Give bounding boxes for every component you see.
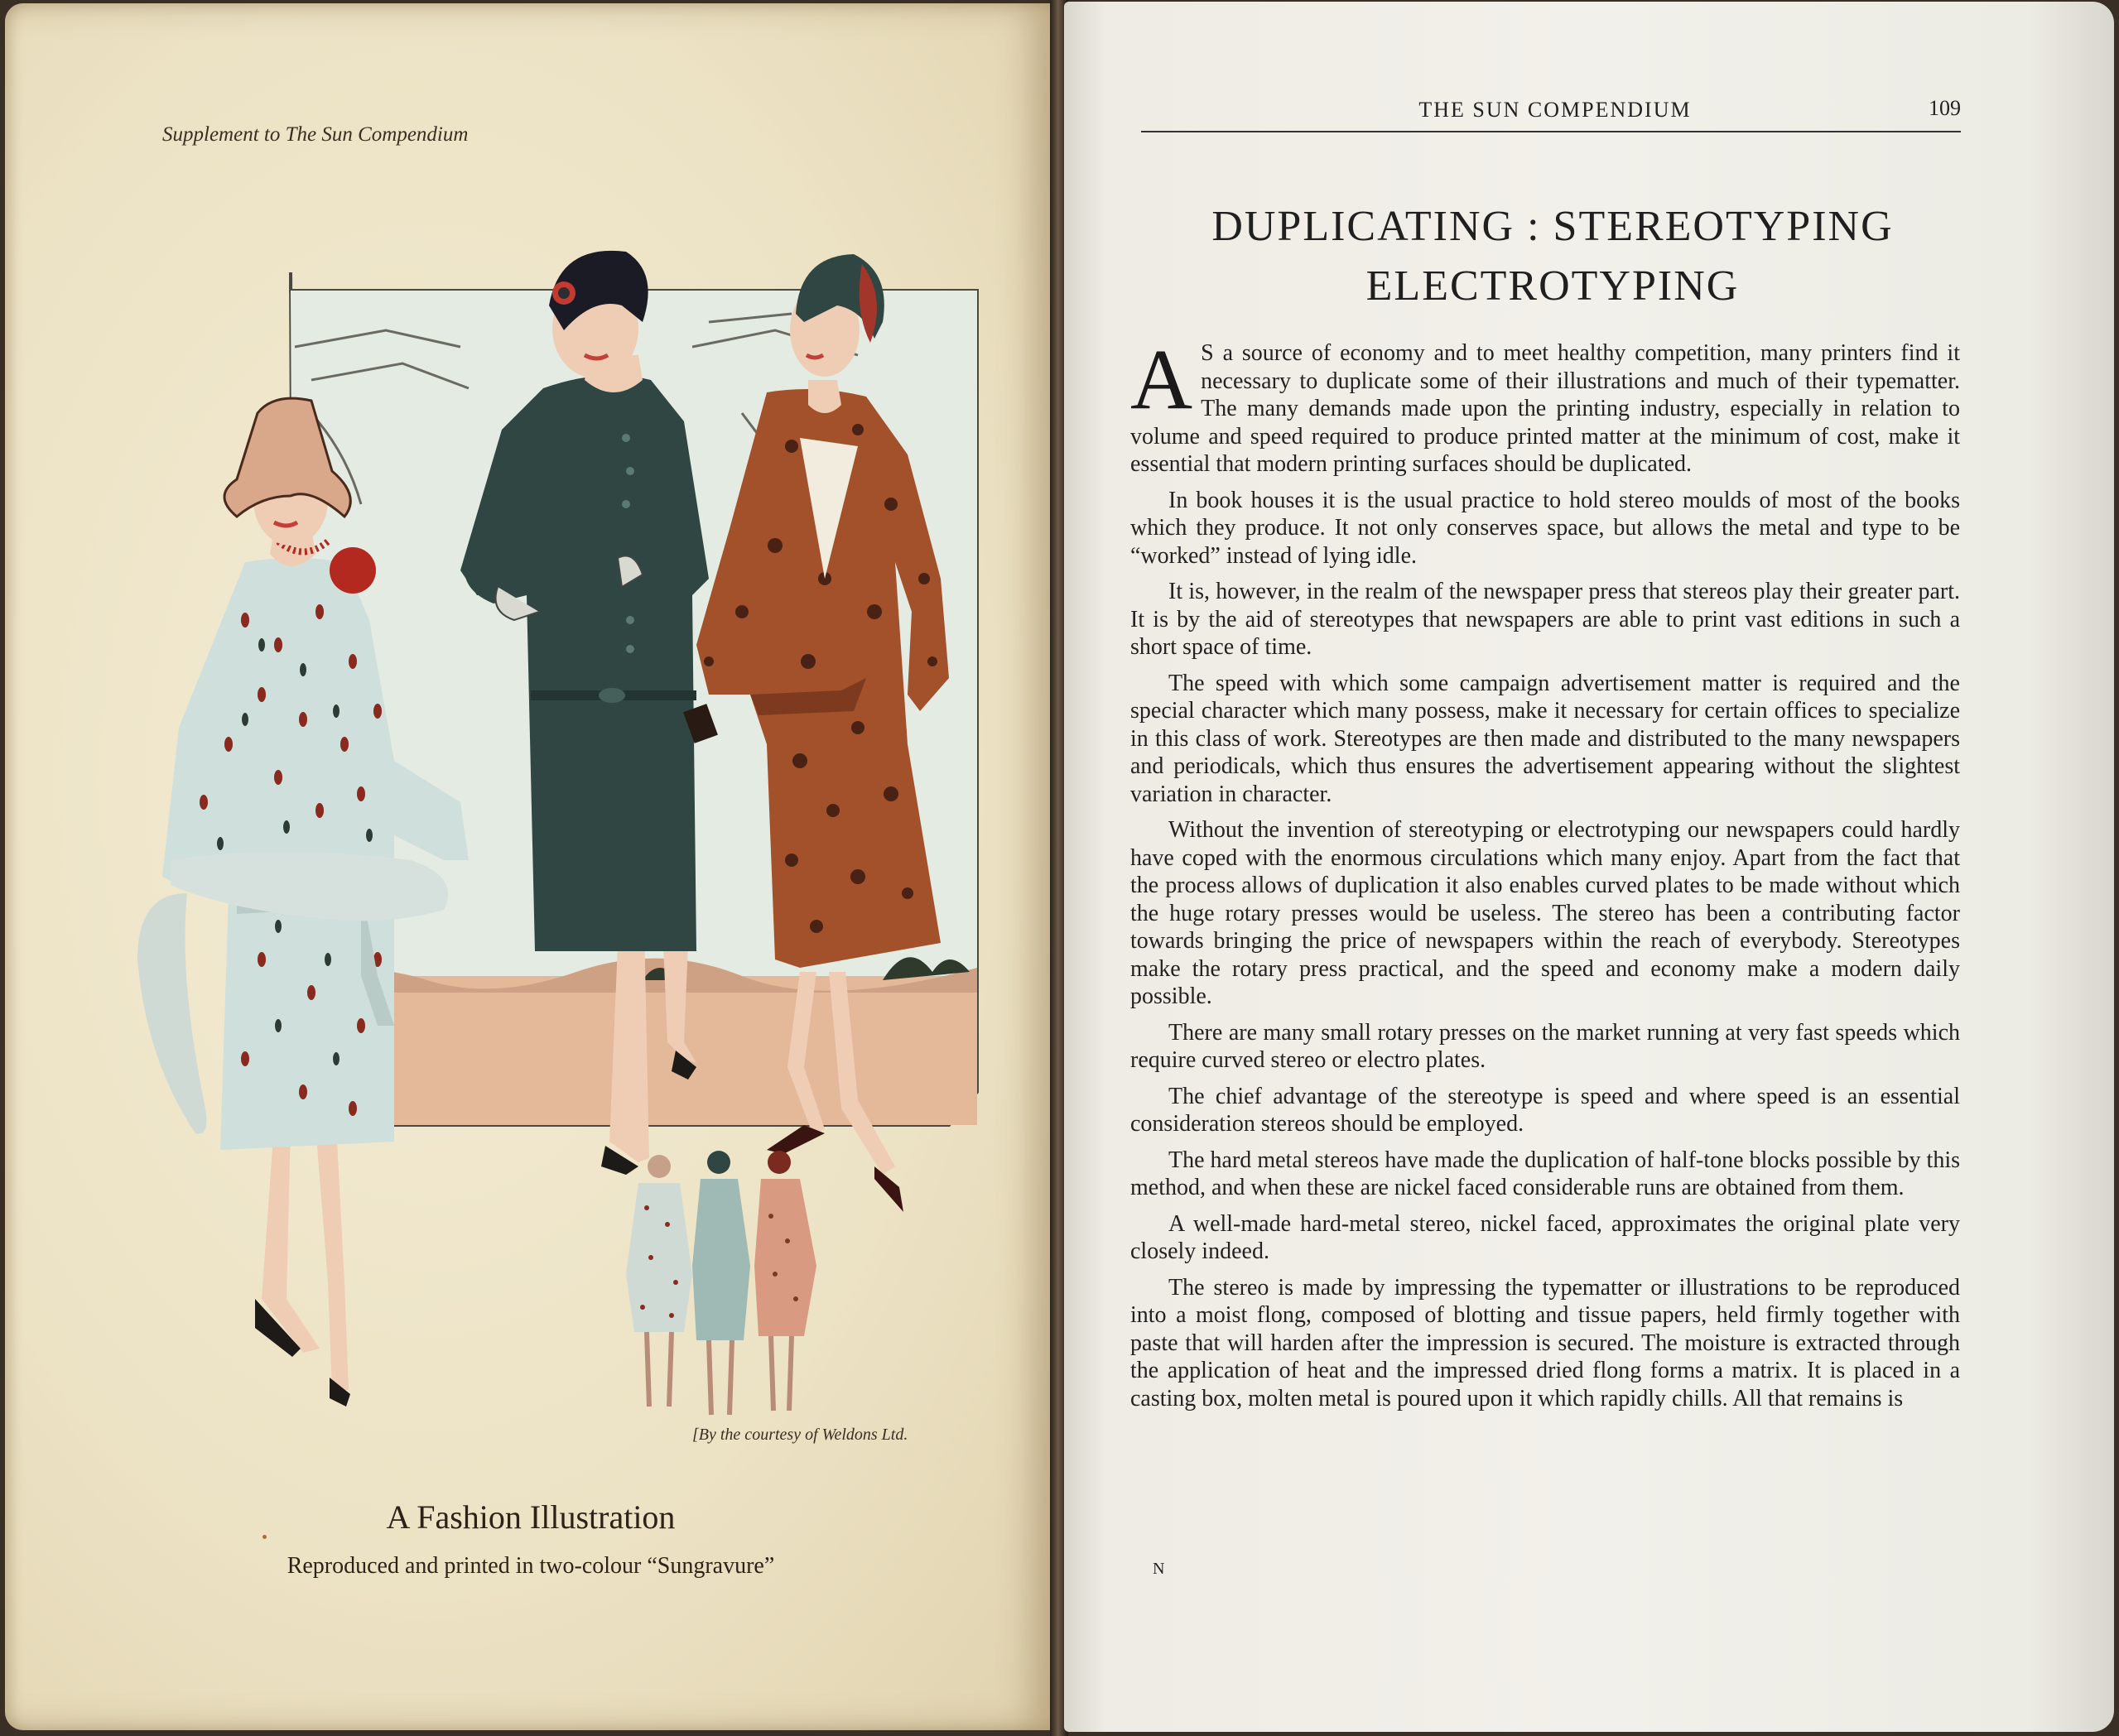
paragraph-4: The speed with which some campaign advertisement matter is required and the special character which many possess, make it necessary for certain offices to specialize in this class of work. Stereotypes are then made and distributed to the many newspapers and periodicals, which thus ensures the advertisement appearing without the slightest variation in character. bbox=[1130, 670, 1960, 807]
paragraph-2: In book houses it is the usual practice to hold stereo moulds of most of the books which they produce. It not only conserves space, but allows the metal and type to be “worked” instead of lying idle. bbox=[1130, 487, 1960, 569]
paragraph-1-text: S a source of economy and to meet healthy competition, many printers find it necessary to duplicate some of their illustrations and much of their typematter. The many demands made upon the printing industry, especially in relation to volume and speed required to produce printed matter at the minimum of cost, make it essential that modern printing surfaces should be duplicated. bbox=[1130, 340, 1960, 477]
paragraph-1 bbox=[1130, 332, 1960, 478]
chapter-title bbox=[1118, 197, 1987, 316]
article-body bbox=[1130, 332, 1960, 1421]
plate-title: A Fashion Illustration bbox=[386, 1498, 676, 1536]
left-page bbox=[5, 3, 1057, 1730]
paragraph-8: The hard metal stereos have made the duplication of half-tone blocks possible by this method, and when these are nickel faced considerable runs are obtained from them. bbox=[1130, 1147, 1960, 1200]
paragraph-5: Without the invention of stereotyping or electrotyping our newspapers could hardly have coped with the enormous circulations which many enjoy. Apart from the fact that the process allows of duplication it also enables curved plates to be made without which the huge rotary presses would be useless. The stereo has been a contributing factor towards bringing the price of newspapers within the reach of everybody. Stereotypes make the rotary press practical, and the speed and economy make a modern daily possible. bbox=[1130, 817, 1960, 1009]
running-header bbox=[1141, 94, 1961, 132]
plate-credit: [By the courtesy of Weldons Ltd. bbox=[692, 1426, 908, 1444]
running-title: THE SUN COMPENDIUM bbox=[1418, 98, 1692, 122]
supplement-header: Supplement to The Sun Compendium bbox=[162, 123, 469, 146]
paragraph-10: The stereo is made by impressing the typematter or illustrations to be reproduced into a moist flong, composed of blotting and tissue papers, held firmly together with paste that will harden after the impression is secured. The moisture is extracted through the application of heat and the impressed dried flong forms a matrix. It is placed in a casting box, molten metal is poured upon it which rapidly chills. All that remains is bbox=[1130, 1274, 1960, 1411]
page-number: 109 bbox=[1929, 96, 1961, 120]
paragraph-6: There are many small rotary presses on the market running at very fast speeds which require curved stereo or electro plates. bbox=[1130, 1019, 1960, 1073]
paragraph-7: The chief advantage of the stereotype is speed and where speed is an essential consideration stereos should be employed. bbox=[1130, 1083, 1960, 1137]
chapter-title-line-2: ELECTROTYPING bbox=[1365, 262, 1740, 310]
fashion-plate-illustration bbox=[113, 231, 990, 1423]
back-view-figures bbox=[626, 1151, 816, 1415]
signature-mark: N bbox=[1153, 1560, 1165, 1578]
drop-cap: A bbox=[1130, 332, 1193, 427]
plate-subtitle: Reproduced and printed in two-colour “Sungravure” bbox=[287, 1553, 775, 1579]
paragraph-3: It is, however, in the realm of the newspaper press that stereos play their greater part. It is by the aid of stereotypes that newspapers are able to print vast editions in such a short space of time. bbox=[1130, 579, 1960, 660]
paragraph-9: A well-made hard-metal stereo, nickel faced, approximates the original plate very closely indeed. bbox=[1130, 1210, 1960, 1264]
chapter-title-line-1: DUPLICATING : STEREOTYPING bbox=[1211, 203, 1894, 250]
